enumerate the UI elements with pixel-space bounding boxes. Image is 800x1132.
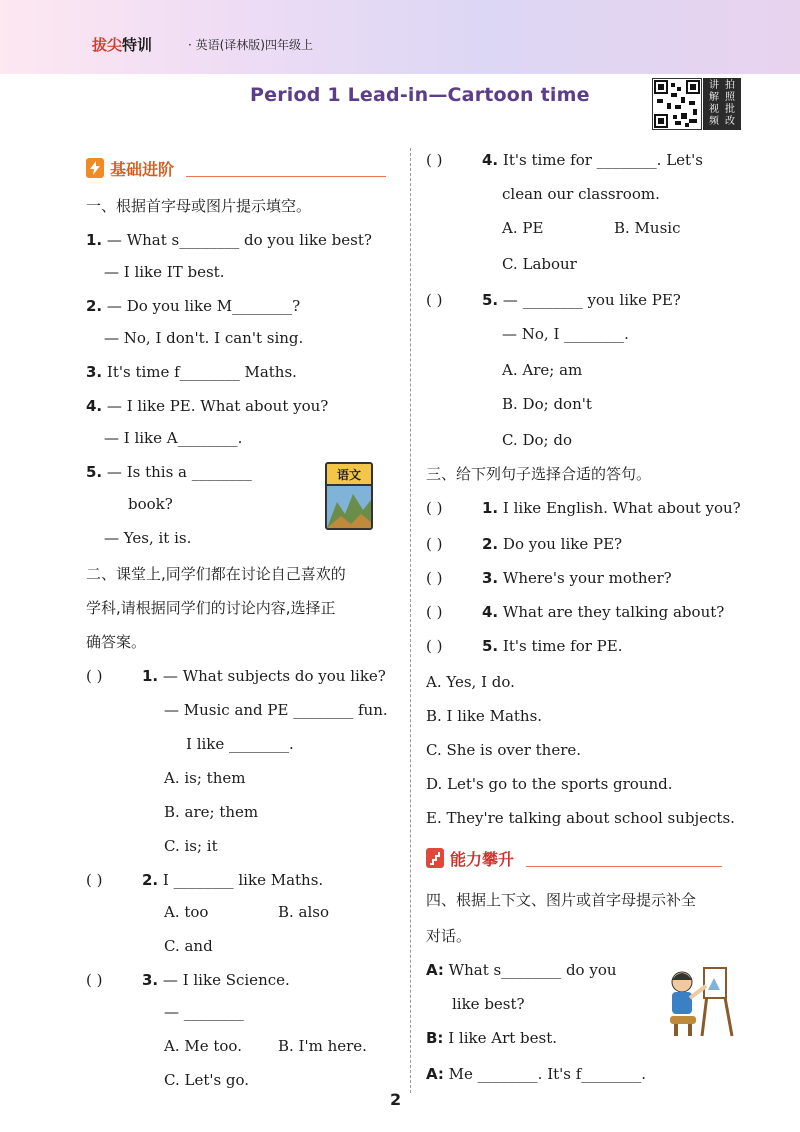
question-line: 3. — I like Science. xyxy=(142,971,290,989)
option: B. Music xyxy=(614,219,681,237)
question-line: 5. — ________ you like PE? xyxy=(482,291,681,309)
section-underline xyxy=(526,866,722,867)
part1-instruction: 一、根据首字母或图片提示填空。 xyxy=(86,197,312,215)
part1-line: 4. — I like PE. What about you? xyxy=(86,397,329,415)
part2-instruction: 二、课堂上,同学们都在讨论自己喜欢的 xyxy=(86,565,346,583)
painting-child-image xyxy=(658,960,738,1038)
option: B. Do; don't xyxy=(502,395,592,413)
question-line: 3. Where's your mother? xyxy=(482,569,672,587)
question-line: 1. — What subjects do you like? xyxy=(142,667,386,685)
option: B. also xyxy=(278,903,330,921)
option: A. Me too. xyxy=(164,1037,242,1055)
answer-paren[interactable]: ( ) xyxy=(86,871,103,889)
question-line: 4. What are they talking about? xyxy=(482,603,725,621)
option: A. PE xyxy=(502,219,544,237)
page-number: 2 xyxy=(390,1090,402,1109)
part2-instruction: 确答案。 xyxy=(86,633,147,651)
part3-instruction: 三、给下列句子选择合适的答句。 xyxy=(426,465,652,483)
part1-line: 3. It's time f________ Maths. xyxy=(86,363,297,381)
part1-line: — I like A________. xyxy=(104,429,243,447)
answer-paren[interactable]: ( ) xyxy=(426,637,443,655)
section-underline xyxy=(186,176,386,177)
option: A. is; them xyxy=(164,769,246,787)
lightning-icon xyxy=(86,158,104,178)
answer-option: B. I like Maths. xyxy=(426,707,543,725)
part1-line: — Yes, it is. xyxy=(104,529,192,547)
qr-caption: 讲 拍 解 照 视 批 频 改 xyxy=(703,78,741,130)
option: A. too xyxy=(164,903,209,921)
option: B. I'm here. xyxy=(278,1037,367,1055)
option: C. Let's go. xyxy=(164,1071,250,1089)
part1-line: 2. — Do you like M________? xyxy=(86,297,301,315)
answer-paren[interactable]: ( ) xyxy=(426,291,443,309)
part1-line: — No, I don't. I can't sing. xyxy=(104,329,304,347)
question-line: — No, I ________. xyxy=(502,325,629,343)
part1-line: 5. — Is this a ________ xyxy=(86,463,252,481)
dialogue-line: B: I like Art best. xyxy=(426,1029,558,1047)
question-line: — ________ xyxy=(164,1003,244,1021)
answer-paren[interactable]: ( ) xyxy=(86,667,103,685)
option: C. is; it xyxy=(164,837,218,855)
question-line: — Music and PE ________ fun. xyxy=(164,701,388,719)
option: C. and xyxy=(164,937,213,955)
answer-option: D. Let's go to the sports ground. xyxy=(426,775,673,793)
chinese-textbook-image: 语文 xyxy=(325,462,373,530)
part4-instruction: 对话。 xyxy=(426,927,472,945)
answer-paren[interactable]: ( ) xyxy=(426,603,443,621)
part1-line: 1. — What s________ do you like best? xyxy=(86,231,372,249)
answer-paren[interactable]: ( ) xyxy=(426,499,443,517)
dialogue-line: A: Me ________. It's f________. xyxy=(426,1065,647,1083)
answer-option: E. They're talking about school subjects. xyxy=(426,809,735,827)
part1-line: — I like IT best. xyxy=(104,263,225,281)
section-header-basic: 基础进阶 xyxy=(86,156,174,180)
steps-icon xyxy=(426,848,444,868)
section-header-ability: 能力攀升 xyxy=(426,846,514,870)
dialogue-line: A: What s________ do you xyxy=(426,961,617,979)
part2-instruction: 学科,请根据同学们的讨论内容,选择正 xyxy=(86,599,336,617)
option: C. Labour xyxy=(502,255,577,273)
qr-code-icon[interactable] xyxy=(652,78,702,130)
question-line: I like ________. xyxy=(186,735,294,753)
dialogue-line: like best? xyxy=(452,995,525,1013)
option: B. are; them xyxy=(164,803,259,821)
answer-paren[interactable]: ( ) xyxy=(426,569,443,587)
question-line: 4. It's time for ________. Let's xyxy=(482,151,703,169)
question-line: 5. It's time for PE. xyxy=(482,637,623,655)
answer-option: A. Yes, I do. xyxy=(426,673,515,691)
column-divider xyxy=(410,148,411,1093)
question-line: 2. I ________ like Maths. xyxy=(142,871,324,889)
question-line: clean our classroom. xyxy=(502,185,660,203)
answer-paren[interactable]: ( ) xyxy=(426,535,443,553)
part4-instruction: 四、根据上下文、图片或首字母提示补全 xyxy=(426,891,697,909)
book-subject: · 英语(译林版)四年级上 xyxy=(188,38,313,52)
answer-paren[interactable]: ( ) xyxy=(426,151,443,169)
part1-line: book? xyxy=(128,495,173,513)
brand-logo: 拔尖特训 xyxy=(92,36,153,54)
answer-paren[interactable]: ( ) xyxy=(86,971,103,989)
option: C. Do; do xyxy=(502,431,572,449)
option: A. Are; am xyxy=(502,361,583,379)
page-title: Period 1 Lead-in—Cartoon time xyxy=(250,84,590,106)
answer-option: C. She is over there. xyxy=(426,741,582,759)
question-line: 1. I like English. What about you? xyxy=(482,499,741,517)
question-line: 2. Do you like PE? xyxy=(482,535,623,553)
